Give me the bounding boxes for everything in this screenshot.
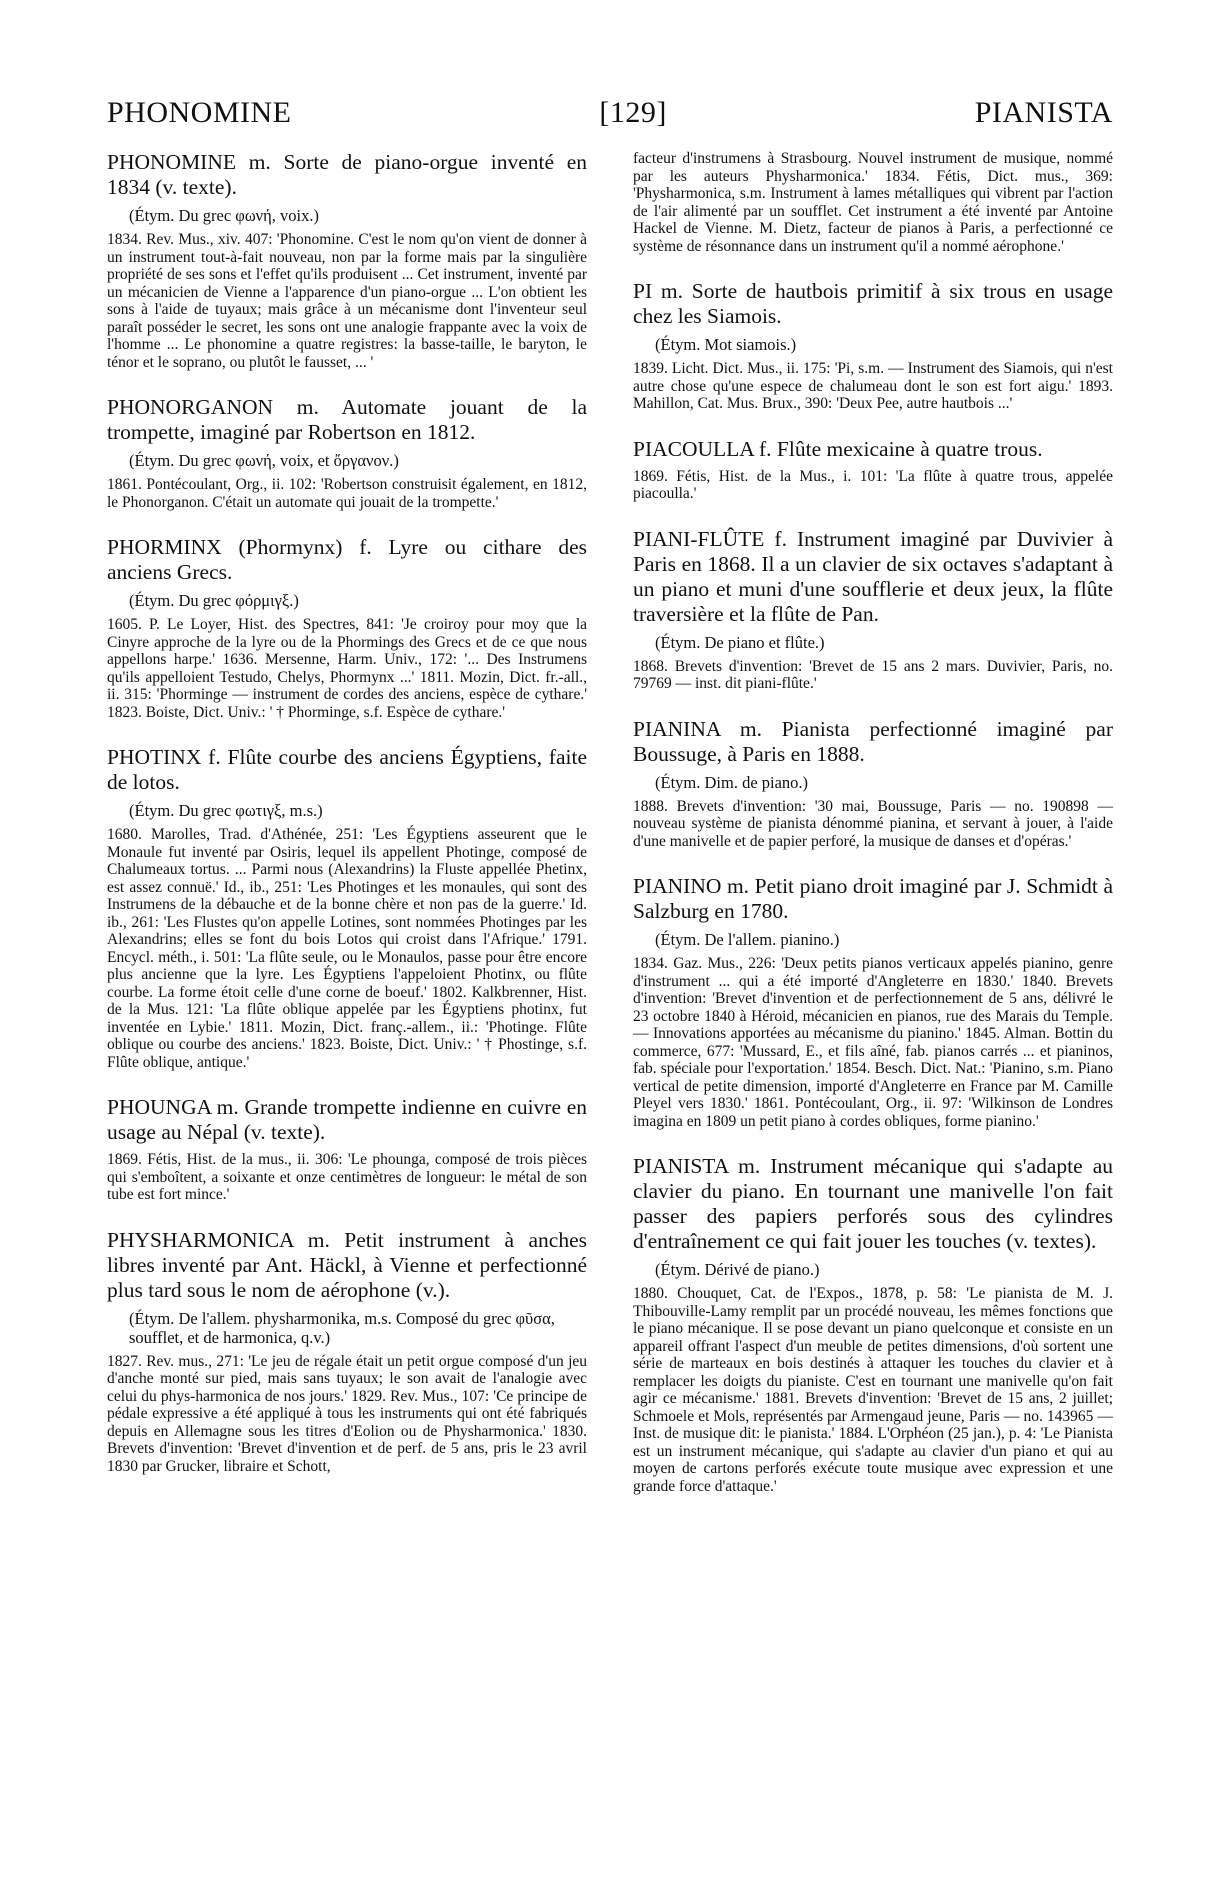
entry-phounga (107, 1095, 587, 1204)
entry-photinx (107, 745, 587, 1071)
entry-definition: PIANI-FLÛTE f. Instrument imaginé par Duvivier à Paris en 1868. Il a un clavier de six octaves s'adaptant à un piano et muni d'une soufflerie et deux jeux, la flûte traversière et la flûte de Pan. (633, 526, 1113, 626)
entry-physharmonica-continued (633, 150, 1113, 255)
running-head-left: PHONOMINE (107, 96, 292, 129)
entry-etymology: (Étym. De l'allem. physharmonika, m.s. Composé du grec φῦσα, soufflet, et de harmonica, q.v.) (129, 1308, 555, 1347)
entry-citations: 1834. Rev. Mus., xiv. 407: 'Phonomine. C'est le nom qu'on vient de donner à un instrument tout-à-fait nouveau, non par la forme mais par la singulière propriété de ses sons et l'effet qu'ils produisent ... Cet instrument, inventé par un mécanicien de Vienne a l'apparence d'un piano-orgue ... L'on obtient les sons à l'aide de tuyaux; mais grâce à un mécanisme dont l'inventeur seul paraît posséder le secret, les sons ont une analogie frappante avec la voix de l'homme ... Le phonomine a quatre registres: la basse-taille, le baryton, le ténor et le soprano, ou plutôt le fausset, ... ' (107, 231, 587, 371)
entry-phonomine (107, 150, 587, 371)
entry-citations: 1869. Fétis, Hist. de la mus., ii. 306: 'Le phounga, composé de trois pièces qui s'emboîtent, a soixante et onze centimètres de longueur: le métal de son tube est fort mince.' (107, 1151, 587, 1203)
entry-citations: facteur d'instrumens à Strasbourg. Nouvel instrument de musique, nommé par les auteurs Physharmonica.' 1834. Fétis, Dict. mus., 369: 'Physharmonica, s.m. Instrument à lames métalliques qui vibrent par l'action de l'air alimenté par un soufflet. Cet instrument a été inventé par Antoine Hackel de Vienne. M. Dietz, facteur de pianos à Paris, a perfectionné ce système de résonnance dans un instrument qu'il a nommé aérophone.' (633, 150, 1113, 255)
entry-phorminx (107, 535, 587, 721)
entry-etymology: (Étym. De piano et flûte.) (655, 632, 825, 652)
entry-definition: PIANINO m. Petit piano droit imaginé par J. Schmidt à Salzburg en 1780. (633, 874, 1113, 923)
entry-piani-flute (633, 527, 1113, 693)
entry-phonorganon (107, 395, 587, 511)
entry-definition: PIANISTA m. Instrument mécanique qui s'adapte au clavier du piano. En tournant une manivelle l'on fait passer des papiers perforés sous des cylindres d'entraînement ce qui fait jouer les touches (v. textes). (633, 1154, 1113, 1253)
entry-physharmonica (107, 1228, 587, 1476)
entry-citations: 1888. Brevets d'invention: '30 mai, Boussuge, Paris — no. 190898 — nouveau système de pianista dénommé pianina, et servant à jouer, à l'aide d'une manivelle et de papier perforé, la musique de danses et d'opéras.' (633, 797, 1113, 850)
entry-definition: PHYSHARMONICA m. Petit instrument à anches libres inventé par Ant. Häckl, à Vienne et perfectionné plus tard sous le nom de aérophone (v.). (107, 1227, 587, 1302)
entry-citations: 1605. P. Le Loyer, Hist. des Spectres, 841: 'Je croiroy pour moy que la Cinyre approche de la lyre ou de la Phormings des Grecs et de ce que nous appellons harpe.' 1636. Mersenne, Harm. Univ., 172: '... Des Instrumens qu'ils appelloient Testudo, Chelys, Phormynx ...' 1811. Mozin, Dict. fr.-all., ii. 315: 'Phorminge — instrument de cordes des anciens, espèce de cythare.' 1823. Boiste, Dict. Univ.: ' † Phorminge, s.f. Espèce de cythare.' (107, 616, 587, 721)
entry-citations: 1834. Gaz. Mus., 226: 'Deux petits pianos verticaux appelés pianino, genre d'instrument ... qui a été importé d'Angleterre en 1830.' 1840. Brevets d'invention: 'Brevet d'invention et de perfectionnement de 5 ans, délivré le 23 octobre 1840 à Héroid, mécanicien en pianos, rue des Marais du Temple. — Innovations apportées au mécanisme du pianino.' 1845. Alman. Bottin du commerce, 677: 'Mussard, E., et fils aîné, fab. pianos carrés ... et pianinos, fab. spéciale pour l'exportation.' 1854. Besch. Dict. Nat.: 'Pianino, s.m. Piano vertical de petite dimension, importé d'Angleterre en France par M. Camille Pleyel vers 1830.' 1861. Pontécoulant, Org., ii. 97: 'Wilkinson de Londres imagina en 1809 un petit piano à cordes obliques, forme pianino.' (633, 955, 1113, 1130)
entry-citations: 1861. Pontécoulant, Org., ii. 102: 'Robertson construisit également, en 1812, le Phonorganon. C'était un automate qui jouait de la trompette.' (107, 476, 587, 511)
entry-citations: 1680. Marolles, Trad. d'Athénée, 251: 'Les Égyptiens asseurent que le Monaule fut inventé par Osiris, lequel ils appellent Photinge, composé de Chalumeaux tortus. ... Parmi nous (Alexandrins) la Fluste appellée Phetinx, est assez connuë.' Id., ib., 251: 'Les Photinges et les monaules, qui sont des Instrumens de la débauche et de la bonne chère et non pas de la guerre.' Id. ib., 261: 'Les Flustes qu'on appelle Lotines, sont nommées Photinges par les Alexandrins; elles se font du bois Lotos qui croist dans l'Afrique.' 1791. Encycl. méth., i. 501: 'La flûte seule, ou le Monaulos, passe pour être encore plus ancienne que la lyre. Les Égyptiens l'appeloient Photinx, ou flûte courbe. La forme étoit celle d'une corne de boeuf.' 1802. Kalkbrenner, Hist. de la Mus. 121: 'La flûte oblique appelée par les Égyptiens photinx, fut inventée en Lybie.' 1811. Mozin, Dict. franç.-allem., ii.: 'Photinge. Flûte oblique ou courbe des anciens.' 1823. Boiste, Dict. Univ.: ' † Phostinge, s.f. Flûte oblique, antique.' (107, 826, 587, 1071)
entry-definition: PHORMINX (Phormynx) f. Lyre ou cithare des anciens Grecs. (107, 535, 587, 584)
entry-etymology: (Étym. Du grec φωνή, voix, et ὄργανον.) (129, 451, 399, 470)
entry-etymology: (Étym. Du grec φόρμιγξ.) (129, 591, 299, 610)
entry-pianino (633, 874, 1113, 1130)
entry-definition: PI m. Sorte de hautbois primitif à six trous en usage chez les Siamois. (633, 279, 1113, 328)
entry-etymology: (Étym. Dim. de piano.) (655, 772, 809, 792)
entry-definition: PIANINA m. Pianista perfectionné imaginé par Boussuge, à Paris en 1888. (633, 716, 1113, 766)
entry-etymology: (Étym. Du grec φωνή, voix.) (129, 206, 319, 225)
entry-definition: PHONORGANON m. Automate jouant de la trompette, imaginé par Robertson en 1812. (107, 395, 587, 444)
running-head-right: PIANISTA (974, 96, 1113, 129)
left-column (107, 150, 587, 1519)
entry-etymology: (Étym. Dérivé de piano.) (655, 1260, 820, 1279)
entry-pianista (633, 1154, 1113, 1495)
entry-definition: PHOTINX f. Flûte courbe des anciens Égyptiens, faite de lotos. (107, 745, 587, 794)
entry-citations: 1880. Chouquet, Cat. de l'Expos., 1878, p. 58: 'Le pianista de M. J. Thibouville-Lamy remplit par un procédé nouveau, les mêmes fonctions que le piano mécanique. Il se pose devant un piano quelconque et consiste en un appareil offrant l'aspect d'un meuble de petites dimensions, d'où sortent une série de marteaux en bois destinés à attaquer les touches du clavier et à remplacer les doigts du pianiste. C'est en tournant une manivelle qu'on fait agir ce mécanisme.' 1881. Brevets d'invention: 'Brevet de 15 ans, 2 juillet; Schmoele et Mols, représentés par Armengaud jeune, Paris — no. 143965 — Inst. de musique dit: le pianista.' 1884. L'Orphéon (25 jan.), p. 4: 'Le Pianista est un instrument mécanique, qui s'adapte au clavier d'un piano et qui au moyen de cartons perforés exécute toute musique avec expression et une grande force d'attaque.' (633, 1285, 1113, 1495)
entry-citations: 1827. Rev. mus., 271: 'Le jeu de régale était un petit orgue composé d'un jeu d'anche monté sur pied, mais sans tuyaux; le son avait de l'analogie avec celui du phys-harmonica de nos jours.' 1829. Rev. Mus., 107: 'Ce principe de pédale expressive a été appliqué à tous les instruments qui ont été fabriqués depuis en Allemagne sous les titres d'Eolion ou de Physharmonica.' 1830. Brevets d'invention: 'Brevet d'invention et de perf. de 5 ans, pris le 23 avril 1830 par Grucker, libraire et Schott, (107, 1352, 587, 1475)
two-column-body (107, 150, 1113, 1519)
entry-etymology: (Étym. Mot siamois.) (655, 335, 797, 354)
entry-definition: PHOUNGA m. Grande trompette indienne en cuivre en usage au Népal (v. texte). (107, 1095, 587, 1144)
entry-etymology: (Étym. Du grec φωτιγξ, m.s.) (129, 801, 323, 820)
entry-pianina (633, 717, 1113, 851)
entry-citations: 1869. Fétis, Hist. de la Mus., i. 101: 'La flûte à quatre trous, appelée piacoulla.' (633, 467, 1113, 502)
entry-citations: 1839. Licht. Dict. Mus., ii. 175: 'Pi, s.m. — Instrument des Siamois, qui n'est autre chose qu'une espece de chalumeau dont le son est fort aigu.' 1893. Mahillon, Cat. Mus. Brux., 390: 'Deux Pee, autre hautbois ...' (633, 360, 1113, 412)
page-number: [129] (599, 96, 667, 129)
entry-citations: 1868. Brevets d'invention: 'Brevet de 15 ans 2 mars. Duvivier, Paris, no. 79769 — inst. dit piani-flûte.' (633, 657, 1113, 692)
entry-piacoulla (633, 437, 1113, 503)
entry-etymology: (Étym. De l'allem. pianino.) (655, 930, 840, 949)
running-head (107, 96, 1113, 144)
entry-definition: PHONOMINE m. Sorte de piano-orgue inventé en 1834 (v. texte). (107, 150, 587, 199)
entry-definition: PIACOULLA f. Flûte mexicaine à quatre trous. (633, 436, 1043, 461)
right-column (633, 150, 1113, 1519)
entry-pi (633, 279, 1113, 413)
